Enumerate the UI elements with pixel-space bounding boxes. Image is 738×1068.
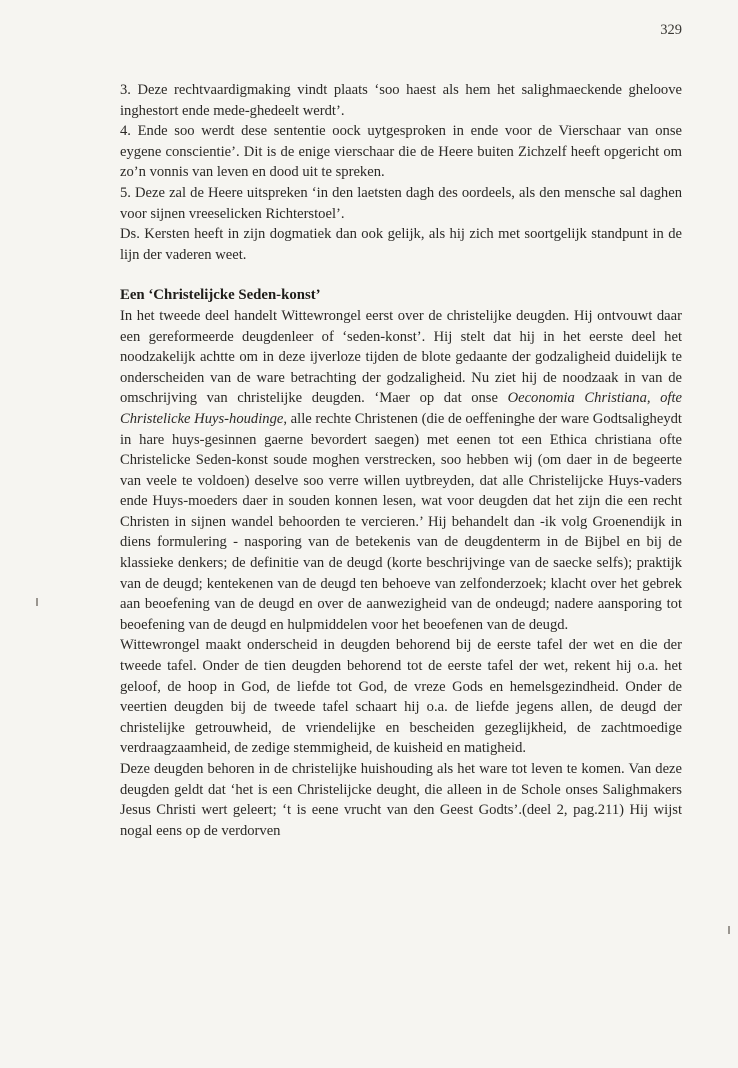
paragraph-text: , alle rechte Christenen (die de oeffeninghe der ware Godtsaligheydt in hare huys-gesinnen gaerne bevordert saegen) met eenen tot een Ethica christiana ofte Christelicke Seden-konst soude moghen verstrecken, soo hebben wij (om daer in de begeerte van veele te voldoen) deselve soo verre willen uytbreyden, dat alle Christelijcke Huys-vaders ende Huys-moeders daer in souden konnen lesen, wat voor deugden dat het zijn die een recht Christen in sijnen wandel behoorden te vercieren.’ Hij behandelt dan -ik volg Groenendijk in diens formulering - nasporing van de betekenis van de deugdenterm in de Bijbel en bij de klassieke denkers; de definitie van de deugd (korte beschrijvinge van de saecke selfs); praktijk van de deugd; kentekenen van de deugd ten behoeve van zelfonderzoek; klacht over het gebrek aan beoefening van de deugd en over de aanwezigheid van de ondeugd; nadere aansporing tot beoefening van de deugd en hulpmiddelen voor het beoefenen van de deugd. xyxy=(120,410,682,633)
scan-mark-left xyxy=(36,598,38,606)
paragraph-seden-konst xyxy=(120,306,682,636)
paragraph-huishouding: Deze deugden behoren in de christelijke huishouding als het ware tot leven te komen. Van deze deugden geldt dat ‘het is een Christelijcke deught, die alleen in de Schole onses Salighmakers Jesus Christi wert geleert; ‘t is eene vrucht van den Geest Godts’.(deel 2, pag.211) Hij wijst nogal eens op de verdorven xyxy=(120,761,682,839)
scan-mark-right xyxy=(728,926,730,934)
italic-title: Oeconomia Christiana, ofte Christelicke Huys-houdinge xyxy=(120,390,682,427)
paragraph-item-5: 5. Deze zal de Heere uitspreken ‘in den laetsten dagh des oordeels, als den mensche sal daghen voor sijnen vreeselicken Richterstoel’. xyxy=(120,184,682,222)
page-body xyxy=(120,80,682,841)
paragraph-item-3: 3. Deze rechtvaardigmaking vindt plaats ‘soo haest als hem het salighmaeckende gheloove inghestort ende mede-ghedeelt werdt’. xyxy=(120,82,682,119)
paragraph-kersten: Ds. Kersten heeft in zijn dogmatiek dan ook gelijk, als hij zich met soortgelijk standpunt in de lijn der vaderen weet. xyxy=(120,226,682,263)
section-heading: Een ‘Christelijcke Seden-konst’ xyxy=(120,287,321,304)
paragraph-tafels: Wittewrongel maakt onderscheid in deugden behorend bij de eerste tafel der wet en die der tweede tafel. Onder de tien deugden behorend tot de eerste tafel der wet, rekent hij o.a. het geloof, de hoop in God, de liefde tot God, de vreze Gods en hemelsgezindheid. Onder de veertien deugden bij de tweede tafel schaart hij o.a. de liefde jegens allen, de deugd der christelijke getrouwheid, de vriendelijke en bescheiden gezeglijkheid, de zachtmoedige verdraagzaamheid, de zedige stemmigheid, de kuisheid en matigheid. xyxy=(120,637,682,757)
paragraph-item-4: 4. Ende soo werdt dese sententie oock uytgesproken in ende voor de Vierschaar van onse eygene conscientie’. Dit is de enige vierschaar die de Heere buiten Zichzelf heeft opgericht om zo’n vonnis van leven en dood uit te spreken. xyxy=(120,123,682,181)
paragraph-text: In het tweede deel handelt Wittewrongel eerst over de christelijke deugden. Hij ontvouwt daar een gereformeerde deugdenleer of ‘seden-konst’. Hij stelt dat hij in het eerste deel het noodzakelijk achtte om in deze ijverloze tijden de blote gedaante der godzaligheid duidelijk te onderscheiden van de ware betrachting der godzaligheid. Nu ziet hij de noodzaak in van de omschrijving van christelijke deugden. ‘Maer op dat onse xyxy=(120,307,682,407)
page-number: 329 xyxy=(660,22,682,38)
